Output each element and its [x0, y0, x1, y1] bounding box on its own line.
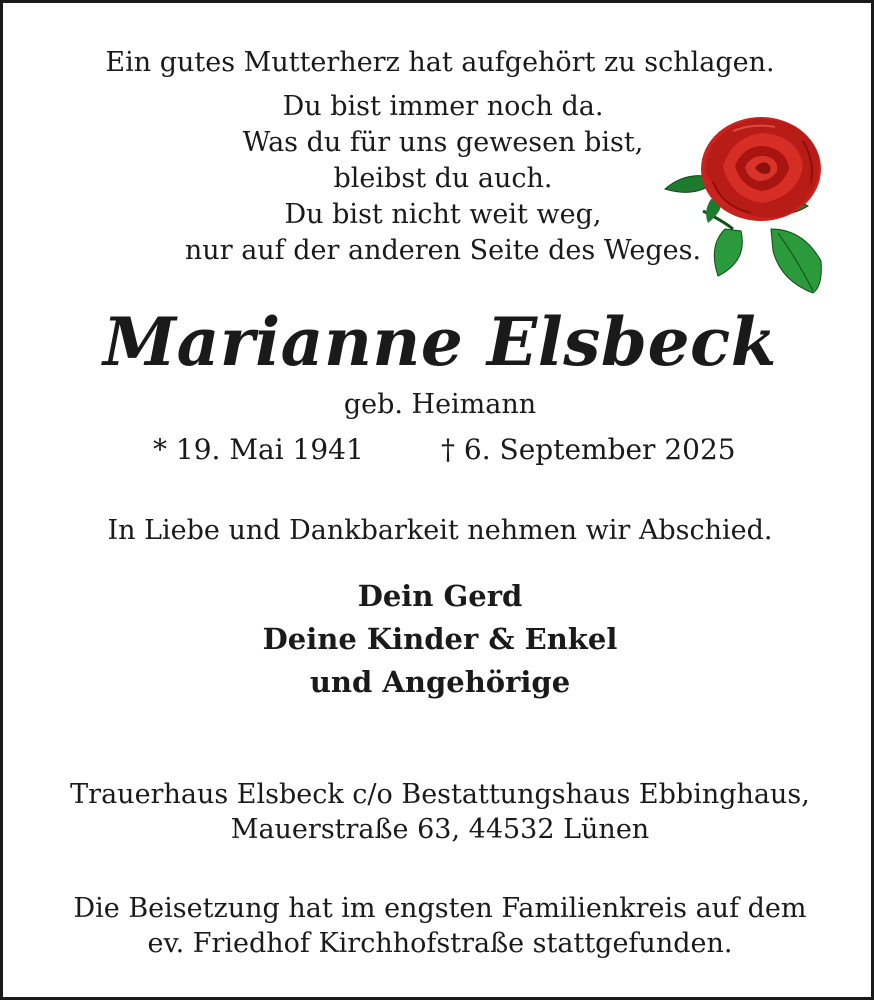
- poem-line: nur auf der anderen Seite des Weges.: [184, 235, 702, 266]
- death-date: † 6. September 2025: [441, 433, 736, 466]
- poem-line: Du bist nicht weit weg,: [284, 199, 602, 230]
- poem-line: Was du für uns gewesen bist,: [242, 127, 644, 158]
- birth-date: * 19. Mai 1941: [153, 433, 364, 466]
- address-line: Trauerhaus Elsbeck c/o Bestattungshaus Ebbinghaus,: [70, 779, 810, 810]
- poem-line: bleibst du auch.: [333, 163, 553, 194]
- farewell-line: In Liebe und Dankbarkeit nehmen wir Abschied.: [107, 515, 773, 546]
- mourning-address: [3, 777, 874, 847]
- mourner-line: Deine Kinder & Enkel: [262, 622, 618, 656]
- mourner-line: Dein Gerd: [357, 579, 523, 613]
- burial-info: [3, 891, 874, 961]
- mourner-line: und Angehörige: [309, 665, 571, 699]
- address-line: Mauerstraße 63, 44532 Lünen: [230, 814, 650, 845]
- mourners: [3, 575, 874, 704]
- burial-line: ev. Friedhof Kirchhofstraße stattgefunden.: [147, 928, 733, 959]
- poem: [173, 89, 713, 269]
- red-rose-icon: [663, 111, 833, 296]
- burial-line: Die Beisetzung hat im engsten Familienkreis auf dem: [73, 893, 807, 924]
- deceased-name: Marianne Elsbeck: [103, 303, 777, 381]
- maiden-name: geb. Heimann: [343, 389, 537, 420]
- intro-line: Ein gutes Mutterherz hat aufgehört zu schlagen.: [105, 47, 775, 78]
- poem-line: Du bist immer noch da.: [282, 91, 604, 122]
